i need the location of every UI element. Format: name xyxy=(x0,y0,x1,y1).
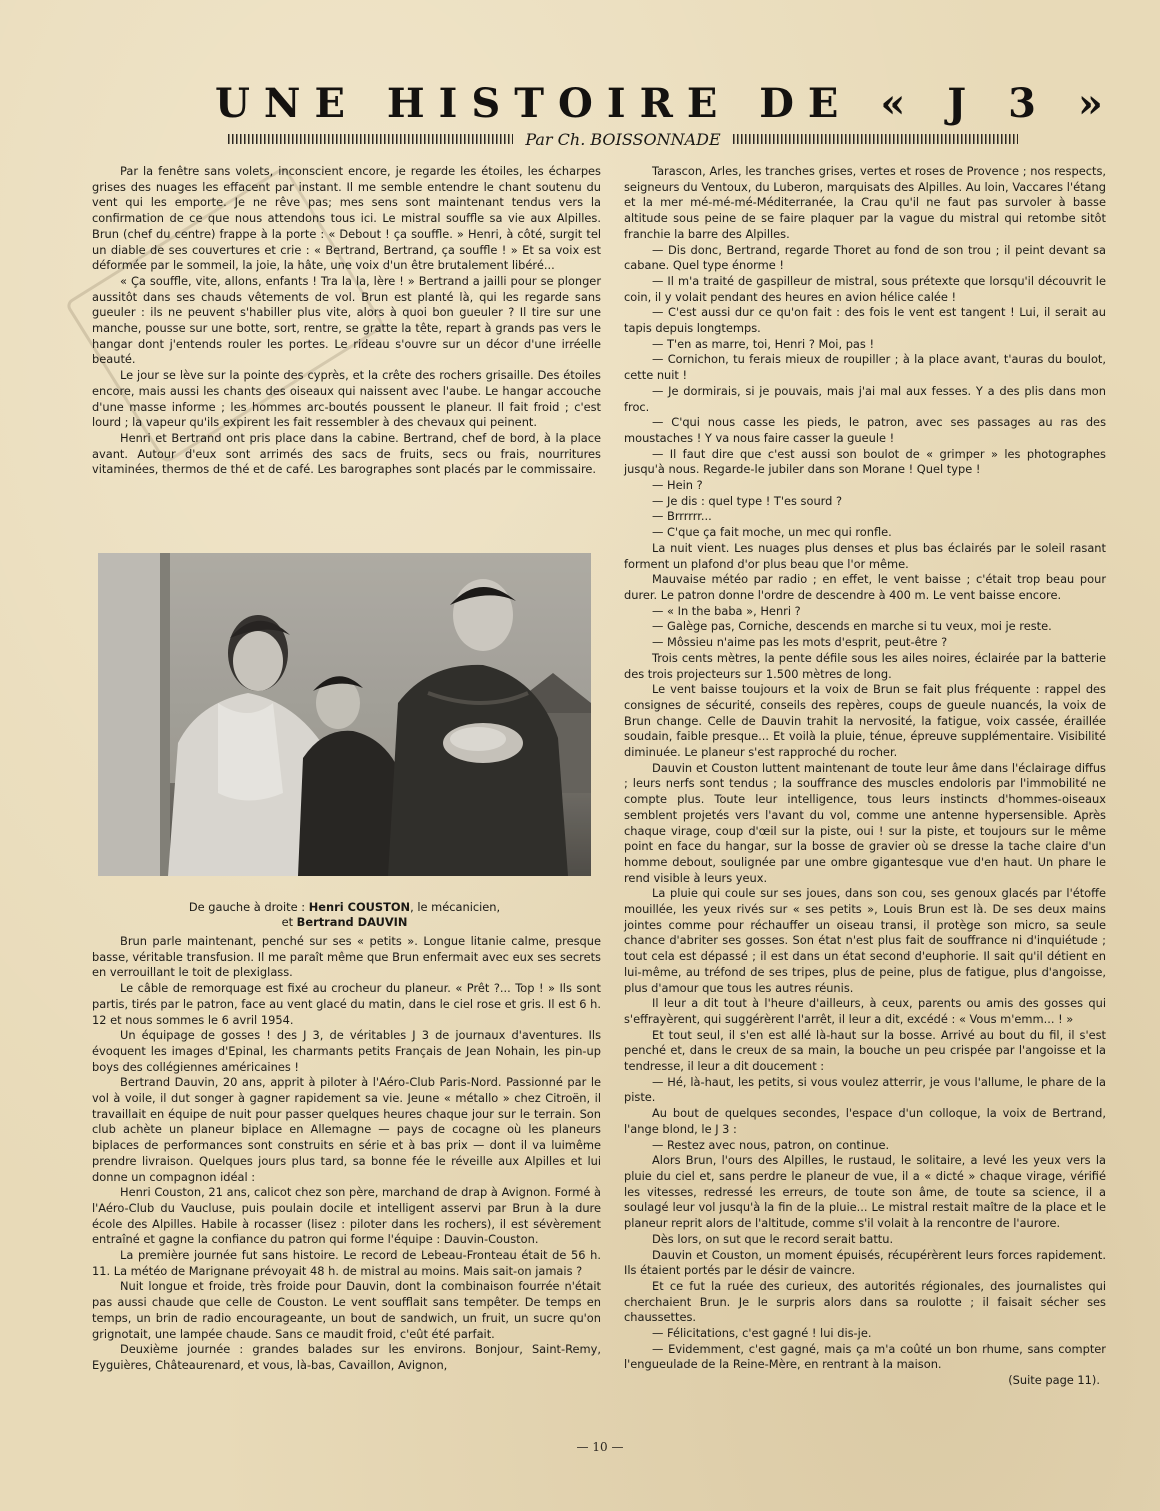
photo-caption xyxy=(98,900,591,930)
paragraph: Henri et Bertrand ont pris place dans la cabine. Bertrand, chef de bord, à la place avant. Autour d'eux sont arrimés des sacs de fruits, secs ou frais, nourritures vitaminées, thermos de thé et de café. Les barographes sont placés par le commissaire. xyxy=(92,430,601,477)
dialogue-line: — Félicitations, c'est gagné ! lui dis-je. xyxy=(652,1326,872,1341)
paragraph: Trois cents mètres, la pente défile sous les ailes noires, éclairée par la batterie des trois projecteurs sur 1.500 mètres de long. xyxy=(624,650,1106,681)
right-column xyxy=(624,164,1106,1389)
paragraph: Tarascon, Arles, les tranches grises, vertes et roses de Provence ; nos respects, seigneurs du Ventoux, du Luberon, marquisats des Alpilles. Au loin, Vaccares l'étang et la mer mé-mé-mé-Méditerranée, la Crau qu'il ne faut pas survoler à basse altitude sous peine de se faire plaquer par la vague du mistral qui retombe sitôt franchie la barre des Alpilles. xyxy=(624,164,1106,241)
dialogue-line: — Il faut dire que c'est aussi son boulot de « grimper » les photographes jusqu'à nous. Regarde-le jubiler dans son Morane ! Quel type ! xyxy=(624,446,1106,477)
dialogue-line: — Dis donc, Bertrand, regarde Thoret au fond de son trou ; il peint devant sa cabane. Quel type énorme ! xyxy=(624,242,1106,273)
dialogue-line: — Je dormirais, si je pouvais, mais j'ai mal aux fesses. Y a des plis dans mon froc. xyxy=(624,383,1106,414)
paragraph: Henri Couston, 21 ans, calicot chez son père, marchand de drap à Avignon. Formé à l'Aéro-Club du Vaucluse, puis poulain docile et intelligent asservi par Brun à la dure école des Alpilles. Habile à rocasser (lisez : piloter dans les rochers), il est sévèrement entraîné et gagne la confiance du patron qui forme l'équipe : Dauvin-Couston. xyxy=(92,1185,601,1247)
paragraph: Et ce fut la ruée des curieux, des autorités régionales, des journalistes qui cherchaient Brun. Je le surpris alors dans sa roulotte ; il faisait sécher ses chaussettes. xyxy=(624,1278,1106,1325)
paragraph: La nuit vient. Les nuages plus denses et plus bas éclairés par le soleil rasant forment un plafond d'or plus beau que l'or même. xyxy=(624,540,1106,571)
paragraph: Deuxième journée : grandes balades sur les environs. Bonjour, Saint-Remy, Eyguières, Châteaurenard, et vous, là-bas, Cavaillon, Avignon, xyxy=(92,1342,601,1372)
left-column-top xyxy=(92,164,601,478)
article-title: UNE HISTOIRE DE « J 3 » xyxy=(215,80,1117,127)
dialogue-line: — Evidemment, c'est gagné, mais ça m'a coûté un bon rhume, sans compter l'engueulade de la Reine-Mère, en rentrant à la maison. xyxy=(624,1341,1106,1372)
paragraph: Le jour se lève sur la pointe des cyprès, et la crête des rochers grisaille. Des étoiles encore, mais aussi les chants des oiseaux qui naissent avec l'aube. Le hangar accouche d'une masse informe ; les hommes arc-boutés poussent le planeur. Il fait froid ; c'est lourd ; la vapeur qu'ils expirent les fait ressembler à des chevaux qui peinent. xyxy=(92,368,601,430)
dialogue-line: — Il m'a traité de gaspilleur de mistral, sous prétexte que lorsqu'il découvrit le coin, il y volait pendant des heures en avion hélice calée ! xyxy=(624,273,1106,304)
caption-name-couston: Henri COUSTON xyxy=(308,900,411,914)
paragraph: La pluie qui coule sur ses joues, dans son cou, ses genoux glacés par l'étoffe mouillée, les yeux rivés sur « ses petits », Louis Brun est là. De ses deux mains jointes comme pour réchauffer un oiseau transi, il protège son micro, sa seule chance d'abriter ses gosses. Son état n'est plus fait de souffrance ni d'inquiétude ; tout cela est dépassé ; il est dans un état second d'euphorie. Il sait qu'il détient en lui-même, au tréfond de ses tripes, plus de peine, plus de fatigue, plus d'angoisse, plus d'amour que tous les autres réunis. xyxy=(624,886,1106,995)
dialogue-line: — Restez avec nous, patron, on continue. xyxy=(652,1137,890,1152)
left-column-bottom xyxy=(92,934,601,1374)
paragraph: Mauvaise météo par radio ; en effet, le vent baisse ; c'était trop beau pour durer. Le patron donne l'ordre de descendre à 400 m. Le vent baisse encore. xyxy=(624,572,1106,602)
photo-pilots xyxy=(98,553,591,876)
paragraph: « Ça souffle, vite, allons, enfants ! Tra la la, lère ! » Bertrand a jailli pour se plonger aussitôt dans ses chauds vêtements de vol. Brun est planté là, qui les regarde sans gueuler : ils ne peuvent s'habiller plus vite, alors à quoi bon gueuler ? Il tire sur une manche, pousse sur une botte, sort, rentre, se gratte la tête, repart à grands pas vers le hangar dont j'entends rouler les portes. Le rideau s'ouvre sur un décor d'une irréelle beauté. xyxy=(92,273,601,367)
paragraph: Bertrand Dauvin, 20 ans, apprit à piloter à l'Aéro-Club Paris-Nord. Passionné par le vol à voile, il dut songer à gagner rapidement sa vie. Jeune « métallo » chez Citroën, il travaillait en équipe de nuit pour passer quelques heures chaque jour sur le terrain. Son club achète un planeur biplace en Allemagne — pays de cocagne où les planeurs biplaces de performances sont construits en série et à bas prix — dont il va luimême prendre livraison. Quelques jours plus tard, sa bonne fée le réveille aux Alpilles et lui donne un compagnon idéal : xyxy=(92,1075,601,1184)
paragraph: Le câble de remorquage est fixé au crocheur du planeur. « Prêt ?... Top ! » Ils sont partis, tirés par le patron, face au vent glacé du matin, dans le ciel rose et gris. Il est 6 h. 12 et nous sommes le 6 avril 1954. xyxy=(92,981,601,1027)
paragraph: La première journée fut sans histoire. Le record de Lebeau-Fronteau était de 56 h. 11. La météo de Marignane prévoyait 48 h. de mistral au moins. Mais sait-on jamais ? xyxy=(92,1248,601,1278)
dialogue-line: — Hé, là-haut, les petits, si vous voulez atterrir, je vous l'allume, le phare de la piste. xyxy=(624,1074,1106,1105)
paragraph: Alors Brun, l'ours des Alpilles, le rustaud, le solitaire, a levé les yeux vers la pluie du ciel et, sans perdre le planeur de vue, il a « dicté » chaque virage, vérifié les vitesses, redressé les erreurs, de toute son âme, de toute sa science, il a soulagé leur vol jusqu'à la fin de la pluie... Le mistral restait maître de la place et le planeur reprit alors de l'altitude, comme s'il volait à la rencontre de l'aurore. xyxy=(624,1153,1106,1231)
dialogue-line: — Hein ? xyxy=(652,478,703,493)
dialogue-line: — C'est aussi dur ce qu'on fait : des fois le vent est tangent ! Lui, il serait au tapis depuis longtemps. xyxy=(624,305,1106,336)
caption-middle: , le mécanicien, xyxy=(410,900,501,914)
paragraph: Nuit longue et froide, très froide pour Dauvin, dont la combinaison fourrée n'était pas aussi chaude que celle de Couston. Le vent soufflait sans tempêter. De temps en temps, un brin de radio encourageante, un bout de sandwich, un fruit, un sucre qu'on grignotait, une lampée chaude. Sans ce maudit froid, c'eût été parfait. xyxy=(92,1279,601,1341)
byline: Par Ch. BOISSONNADE xyxy=(525,129,721,149)
continued-note: (Suite page 11). xyxy=(1008,1373,1100,1388)
left-hatched-rule xyxy=(228,134,513,144)
dialogue-line: — Je dis : quel type ! T'es sourd ? xyxy=(652,493,843,508)
byline-row xyxy=(228,128,1018,150)
caption-joiner: et xyxy=(281,915,297,929)
dialogue-line: — Môssieu n'aime pas les mots d'esprit, peut-être ? xyxy=(652,635,948,650)
dialogue-line: — C'qui nous casse les pieds, le patron, avec ses passages au ras des moustaches ! Y va nous faire casser la gueule ! xyxy=(624,415,1106,445)
paragraph: Il leur a dit tout à l'heure d'ailleurs, à ceux, parents ou amis des gosses qui s'effrayèrent, qui suggérèrent l'arrêt, il leur a dit, excédé : « Vous m'emm... ! » xyxy=(624,996,1106,1026)
dialogue-line: — C'que ça fait moche, un mec qui ronfle. xyxy=(652,525,892,540)
caption-prefix: De gauche à droite : xyxy=(188,900,309,914)
dialogue-line: — Cornichon, tu ferais mieux de roupiller ; à la place avant, t'auras du boulot, cette nuit ! xyxy=(624,352,1106,383)
paragraph: Dauvin et Couston, un moment épuisés, récupérèrent leurs forces rapidement. Ils étaient portés par le désir de vaincre. xyxy=(624,1247,1106,1278)
paragraph: Dès lors, on sut que le record serait battu. xyxy=(652,1231,894,1246)
paragraph: Dauvin et Couston luttent maintenant de toute leur âme dans l'éclairage diffus ; leurs nerfs sont tendus ; la souffrance des muscles endoloris par l'immobilité ne compte plus. Toute leur intelligence, tous leurs instincts d'hommes-oiseaux semblent projetés vers l'avant du vol, comme une antenne hypersensible. Après chaque virage, coup d'œil sur la piste, oui ! sur la piste, et toujours sur le même point en face du hangar, sur la bosse de gravier où se dresse la tache claire d'un homme debout, soulignée par une ombre gigantesque vue d'en haut. Un phare le rend visible à leurs yeux. xyxy=(624,760,1106,885)
dialogue-line: — Galège pas, Corniche, descends en marche si tu veux, moi je reste. xyxy=(652,619,1052,634)
paragraph: Par la fenêtre sans volets, inconscient encore, je regarde les étoiles, les écharpes grises des nuages les effacent par instant. Il me semble entendre le chant soutenu du vent qui les emporte. Je ne rêve pas; mes sens sont maintenant tendus vers la confirmation de ce que nous attendons tous ici. Le mistral souffle sa vie aux Alpilles. Brun (chef du centre) frappe à la porte : « Debout ! ça souffle. » Henri, à côté, surgit tel un diable de ses couvertures et crie : « Bertrand, Bertrand, ça souffle ! » Et sa voix est déformée par le sommeil, la joie, la hâte, une voix d'un être brutalement libéré... xyxy=(92,164,601,273)
dialogue-line: — Brrrrrr... xyxy=(652,509,712,524)
paragraph: Un équipage de gosses ! des J 3, de véritables J 3 de journaux d'aventures. Ils évoquent les images d'Epinal, les charmants petits Français de Jean Nohain, les pin-up boys des collégiennes américaines ! xyxy=(92,1028,601,1074)
page-number: — 10 — xyxy=(576,1440,624,1454)
paragraph: Le vent baisse toujours et la voix de Brun se fait plus fréquente : rappel des consignes de sécurité, conseils des repères, coups de gueule nuancés, la voix de Brun change. Celle de Dauvin trahit la nervosité, la fatigue, voix cassée, éraillée soudain, faible presque... Et voilà la pluie, ténue, épreuve supplémentaire. Visibilité diminuée. Le planeur s'est rapproché du rocher. xyxy=(624,682,1106,760)
right-hatched-rule xyxy=(733,134,1018,144)
dialogue-line: — « In the baba », Henri ? xyxy=(652,603,801,618)
dialogue-line: — T'en as marre, toi, Henri ? Moi, pas ! xyxy=(652,336,875,351)
caption-name-dauvin: Bertrand DAUVIN xyxy=(296,915,408,929)
paragraph: Brun parle maintenant, penché sur ses « petits ». Longue litanie calme, presque basse, véritable transfusion. Il me paraît même que Brun enfermait avec eux ses secrets en verrouillant le toit de plexiglass. xyxy=(92,934,601,980)
paragraph: Au bout de quelques secondes, l'espace d'un colloque, la voix de Bertrand, l'ange blond, le J 3 : xyxy=(624,1106,1106,1136)
photo-pilots-illustration xyxy=(98,553,591,876)
paragraph: Et tout seul, il s'en est allé là-haut sur la bosse. Arrivé au bout du fil, il s'est penché et, dans le creux de sa main, la bouche un peu crispée par l'angoisse et la tendresse, il leur a dit doucement : xyxy=(624,1027,1106,1074)
